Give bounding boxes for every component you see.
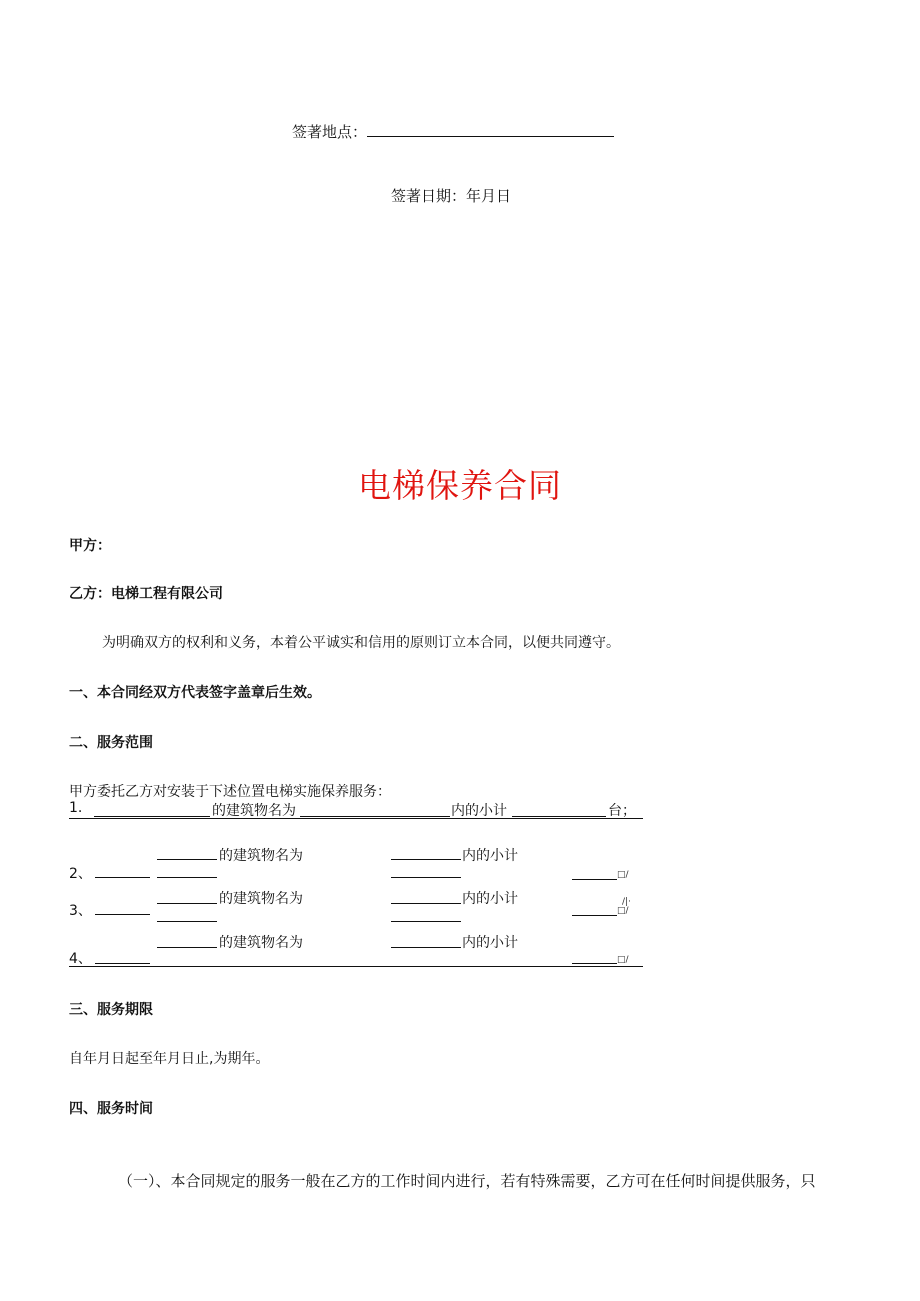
section-4-heading: 四、服务时间 [69,1101,153,1117]
row-2-number: 2、 [69,866,92,882]
row-1-subtotal-label: 内的小计 [451,803,507,819]
row-4-subtotal-label: 内的小计 [462,935,518,951]
row-4-location-blank-top[interactable] [157,947,217,948]
signing-date: 签著日期：年月日 [391,187,512,205]
contract-title: 电梯保养合同 [358,466,562,505]
row-1-unit: 台； [608,803,636,819]
row-2-building-blank[interactable] [391,877,461,878]
row-1-building-blank[interactable] [300,816,450,817]
row-3-mark: □/ [617,906,629,916]
row-2-building-label: 的建筑物名为 [219,848,303,864]
section-3-text: 自年月日起至年月日止,为期年。 [69,1051,270,1067]
party-b: 乙方：电梯工程有限公司 [69,586,223,602]
row-4-building-label: 的建筑物名为 [219,935,303,951]
row-4-building-blank-top[interactable] [391,947,461,948]
row-3-building-label: 的建筑物名为 [219,891,303,907]
section-1: 一、本合同经双方代表签字盖章后生效。 [69,685,321,701]
party-a: 甲方： [69,538,111,554]
signing-place-blank[interactable] [367,135,614,137]
row-1-rule [69,818,643,819]
row-1-building-label: 的建筑物名为 [212,803,296,819]
row-3-building-blank-top[interactable] [391,903,461,904]
row-3-building-blank[interactable] [391,921,461,922]
section-4-clause-1: （一）、本合同规定的服务一般在乙方的工作时间内进行，若有特殊需要，乙方可在任何时间提供服务，只 [118,1172,816,1190]
intro-paragraph: 为明确双方的权利和义务，本着公平诚实和信用的原则订立本合同，以便共同遵守。 [102,635,620,651]
row-3-location-blank-top[interactable] [157,903,217,904]
signing-place-row [292,121,614,142]
row-4-number: 4、 [69,951,92,967]
row-3-count-blank[interactable] [572,915,617,916]
row-3-extra-mark: /|· [622,897,631,907]
row-1-number: 1. [69,800,83,816]
row-2-location-blank[interactable] [157,877,217,878]
row-3-location-blank[interactable] [157,921,217,922]
row-3-subtotal-label: 内的小计 [462,891,518,907]
row-2-mark: □/ [617,870,629,880]
row-2-number-blank[interactable] [95,877,150,878]
row-2-count-blank[interactable] [572,879,617,880]
section-2-lead: 甲方委托乙方对安装于下述位置电梯实施保养服务： [69,784,391,800]
signing-place-label: 签著地点： [292,123,368,141]
row-4-mark: □/ [617,955,629,965]
row-2-building-blank-top[interactable] [391,859,461,860]
row-3-number: 3、 [69,903,92,919]
section-3-heading: 三、服务期限 [69,1002,153,1018]
row-2-location-blank-top[interactable] [157,859,217,860]
row-2-subtotal-label: 内的小计 [462,848,518,864]
row-4-rule [69,966,643,967]
row-1-location-blank[interactable] [94,816,210,817]
row-1-count-blank[interactable] [512,816,606,817]
row-3-number-blank[interactable] [95,914,150,915]
section-2-heading: 二、服务范围 [69,735,153,751]
row-4-count-blank[interactable] [572,963,617,964]
row-4-number-blank[interactable] [95,963,150,964]
